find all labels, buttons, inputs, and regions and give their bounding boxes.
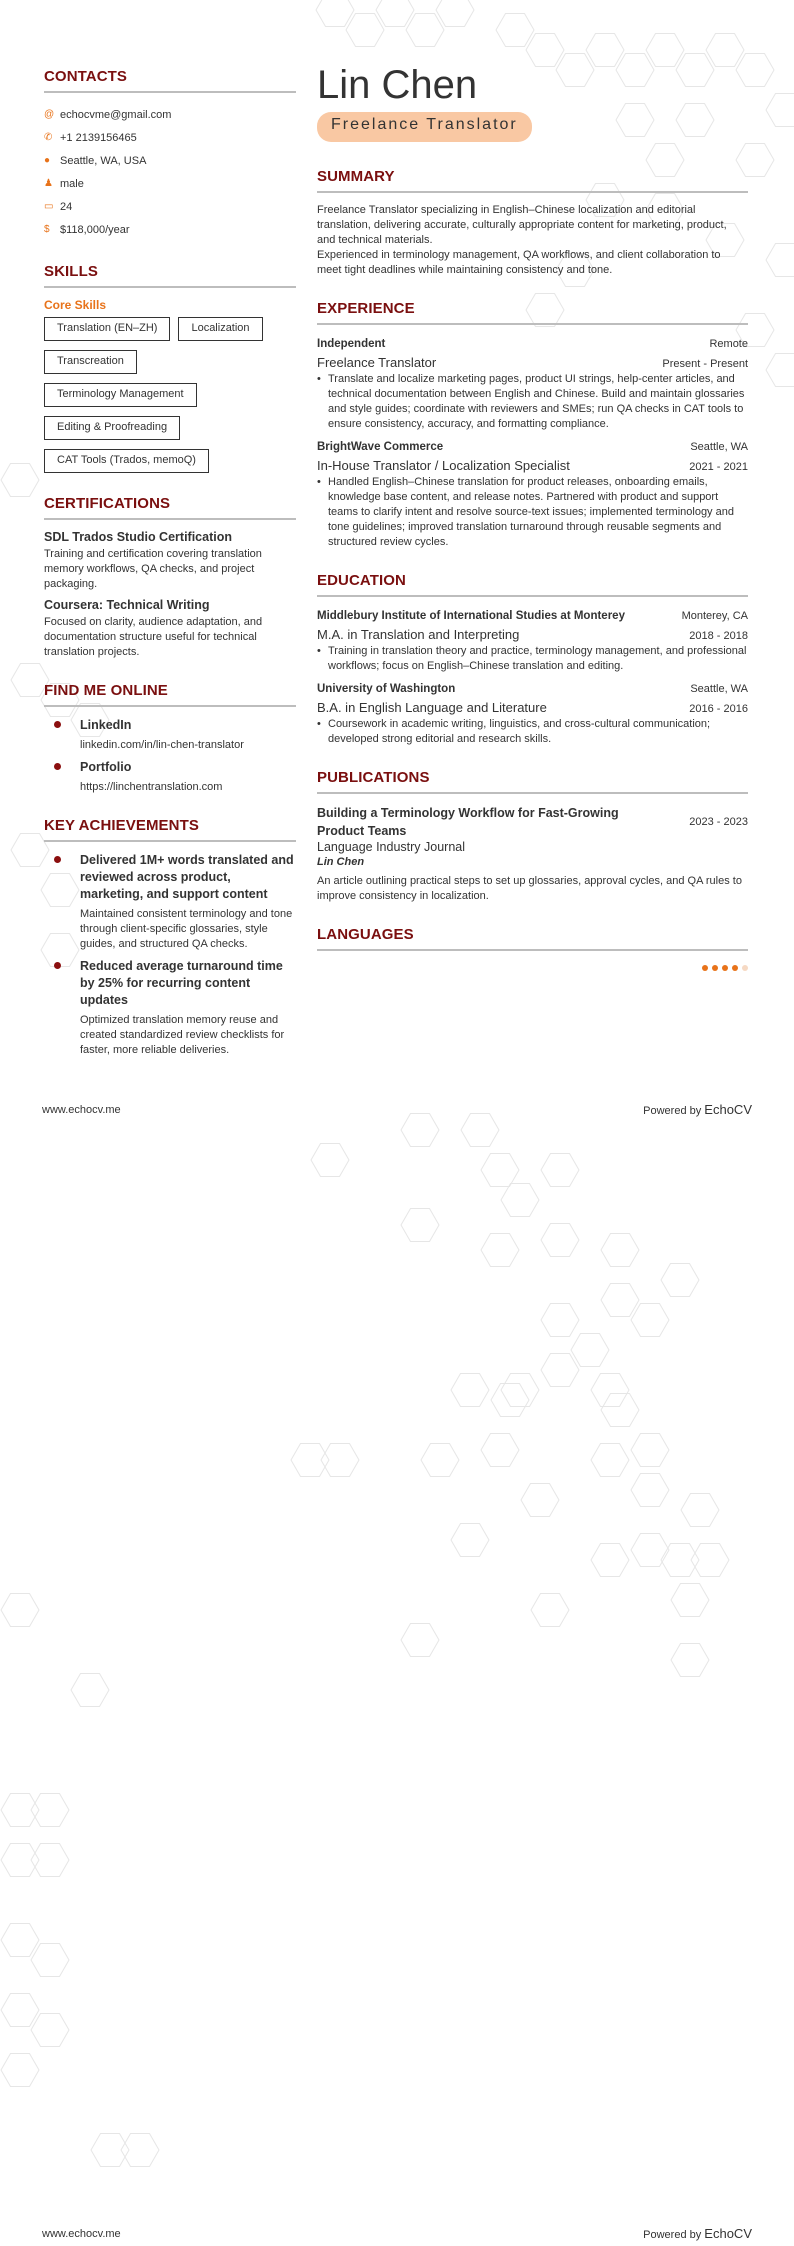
bullet-text: • Handled English–Chinese translation for product releases, onboarding emails, knowledge base content, and release notes. Partnered with product and support teams to clarify intent and resolve source-text issues; implemented terminology and tone guidelines; improved translation turnaround through reusable segments and structured review cycles. [317, 475, 748, 550]
person-icon: ♟ [44, 178, 53, 189]
hexagon-shape [481, 1434, 519, 1467]
section-heading: FIND ME ONLINE [44, 682, 296, 707]
hexagon-shape [1, 1844, 39, 1877]
powered-label: Powered by [643, 2229, 702, 2241]
hexagon-shape [521, 1484, 559, 1517]
hexagon-shape [681, 1494, 719, 1527]
powered-label: Powered by [643, 1105, 702, 1117]
achievement-title: Reduced average turnaround time by 25% for recurring content updates [80, 959, 283, 1007]
hexagon-shape [31, 1944, 69, 1977]
footer-site[interactable]: www.echocv.me [42, 1104, 121, 1116]
cert-desc: Focused on clarity, audience adaptation, and documentation structure useful for technical translation projects. [44, 616, 263, 658]
right-column [317, 62, 748, 993]
hexagon-shape [321, 1444, 359, 1477]
hexagon-shape [1, 464, 39, 497]
dates: 2021 - 2021 [689, 461, 748, 473]
employer: BrightWave Commerce [317, 441, 444, 453]
achievement-item [44, 852, 296, 952]
skills-subtitle: Core Skills [44, 298, 107, 312]
achievement-desc: Maintained consistent terminology and tone through client-specific glossaries, style guides, and structured QA checks. [80, 908, 293, 950]
contact-email [44, 103, 296, 126]
bullet-dot [54, 856, 61, 863]
hexagon-shape [481, 1154, 519, 1187]
skill-tag: Editing & Proofreading [44, 416, 180, 440]
hexagon-shape [541, 1354, 579, 1387]
gender-text: male [60, 177, 84, 190]
education-entry [317, 607, 748, 674]
brand-logo: EchoCV [704, 1102, 752, 1117]
hexagon-shape [671, 1584, 709, 1617]
left-column [44, 68, 296, 1080]
section-heading: KEY ACHIEVEMENTS [44, 817, 296, 842]
school: University of Washington [317, 683, 456, 695]
achievement-title: Delivered 1M+ words translated and reviewed across product, marketing, and support content [80, 853, 294, 901]
hexagon-shape [591, 1444, 629, 1477]
contact-phone [44, 126, 296, 149]
hexagon-shape [436, 0, 474, 27]
hexagon-shape [1, 2054, 39, 2087]
hexagon-shape [71, 1674, 109, 1707]
hexagon-shape [451, 1374, 489, 1407]
location: Remote [709, 338, 748, 350]
hexagon-shape [631, 1434, 669, 1467]
footer-powered [643, 2226, 752, 2241]
bullet-dot [54, 962, 61, 969]
online-item [44, 717, 296, 753]
cert-desc: Training and certification covering translation memory workflows, QA checks, and project packaging. [44, 548, 262, 590]
hexagon-shape [631, 1474, 669, 1507]
online-section [44, 682, 296, 795]
experience-entry [317, 335, 748, 432]
skill-tag: CAT Tools (Trados, memoQ) [44, 449, 209, 473]
rating-dot [712, 965, 718, 971]
section-heading: SKILLS [44, 263, 296, 288]
bullet-text: • Coursework in academic writing, linguistics, and cross-cultural communication; developed strong editorial and research skills. [317, 717, 748, 747]
location-text: Seattle, WA, USA [60, 154, 147, 167]
achievement-item [44, 958, 296, 1058]
hexagon-shape [501, 1374, 539, 1407]
contact-location [44, 149, 296, 172]
degree: B.A. in English Language and Literature [317, 700, 547, 715]
hexagon-shape [481, 1234, 519, 1267]
hexagon-shape [291, 1444, 329, 1477]
link-url[interactable]: https://linchentranslation.com [80, 781, 223, 793]
skill-tag: Terminology Management [44, 383, 197, 407]
hexagon-shape [31, 1794, 69, 1827]
proficiency-rating [702, 965, 748, 971]
hexagon-shape [346, 14, 384, 47]
hexagon-shape [531, 1594, 569, 1627]
contact-gender [44, 172, 296, 195]
online-item [44, 759, 296, 795]
hexagon-shape [121, 2134, 159, 2167]
hexagon-shape [91, 2134, 129, 2167]
skill-tag: Translation (EN–ZH) [44, 317, 170, 341]
age-text: 24 [60, 200, 73, 213]
candidate-name: Lin Chen [317, 63, 478, 107]
bullet-text: • Translate and localize marketing pages, product UI strings, help-center articles, and technical documentation between English and Chinese. Build and maintain glossaries and style guides; coordinate with reviewers and SMEs; run QA checks in CAT tools to ensure consistency, accuracy, and formatting compliance. [317, 372, 748, 432]
phone-icon: ✆ [44, 132, 53, 143]
experience-section [317, 300, 748, 550]
hexagon-shape [1, 1924, 39, 1957]
bullet-dot [54, 721, 61, 728]
dates: 2023 - 2023 [689, 816, 748, 828]
section-heading: CERTIFICATIONS [44, 495, 296, 520]
employer: Independent [317, 338, 386, 350]
hexagon-shape [496, 14, 534, 47]
salary-text: $118,000/year [60, 223, 130, 236]
rating-dot [722, 965, 728, 971]
education-entry [317, 680, 748, 747]
hexagon-shape [591, 1544, 629, 1577]
section-heading: EDUCATION [317, 572, 748, 597]
hexagon-shape [501, 1184, 539, 1217]
link-label: Portfolio [80, 760, 132, 774]
contact-age [44, 195, 296, 218]
hexagon-shape [591, 1374, 629, 1407]
hexagon-shape [406, 14, 444, 47]
skills-section [44, 263, 296, 473]
skill-tag: Localization [178, 317, 262, 341]
at-icon: @ [44, 109, 55, 120]
hexagon-shape [376, 0, 414, 27]
role: Freelance Translator [317, 355, 437, 370]
education-section [317, 572, 748, 747]
email-text: echocvme@gmail.com [60, 108, 172, 121]
summary-section [317, 168, 748, 278]
footer-site[interactable]: www.echocv.me [42, 2228, 121, 2240]
brand-logo: EchoCV [704, 2226, 752, 2241]
hexagon-shape [316, 0, 354, 27]
hexagon-shape [541, 1224, 579, 1257]
summary-text: Experienced in terminology management, QA workflows, and client collaboration to meet tight deadlines while maintaining consistency and tone. [317, 249, 721, 276]
bullet-text: • Training in translation theory and practice, terminology management, and professional workflows; focus on English–Chinese translation and editing. [317, 644, 748, 674]
hexagon-shape [1, 1794, 39, 1827]
contacts-section [44, 68, 296, 241]
section-heading: LANGUAGES [317, 926, 748, 951]
hexagon-shape [31, 1844, 69, 1877]
achievement-desc: Optimized translation memory reuse and created standardized review checklists for faster, more reliable deliveries. [80, 1014, 285, 1056]
school: Middlebury Institute of International Studies at Monterey [317, 610, 625, 622]
location: Seattle, WA [690, 683, 748, 695]
link-url[interactable]: linkedin.com/in/lin-chen-translator [80, 739, 244, 751]
phone-text: +1 2139156465 [60, 131, 137, 144]
link-label: LinkedIn [80, 718, 132, 732]
section-heading: CONTACTS [44, 68, 296, 93]
hexagon-shape [691, 1544, 729, 1577]
summary-text: Freelance Translator specializing in English–Chinese localization and editorial translation, delivering accurate, culturally appropriate content for marketing, product, and technical materials. [317, 204, 727, 246]
experience-entry [317, 438, 748, 550]
rating-dot [732, 965, 738, 971]
language-row [317, 961, 748, 971]
hexagon-shape [601, 1284, 639, 1317]
hexagon-shape [631, 1534, 669, 1567]
cert-name: SDL Trados Studio Certification [44, 530, 232, 544]
hexagon-shape [661, 1544, 699, 1577]
rating-dot [742, 965, 748, 971]
hexagon-shape [631, 1304, 669, 1337]
languages-section [317, 926, 748, 971]
hexagon-shape [401, 1209, 439, 1242]
hexagon-shape [31, 2014, 69, 2047]
publication-desc: An article outlining practical steps to set up glossaries, approval cycles, and QA rules to improve consistency in localization. [317, 875, 742, 902]
hexagon-shape [421, 1444, 459, 1477]
section-heading: SUMMARY [317, 168, 748, 193]
hexagon-shape [1, 1994, 39, 2027]
section-heading: EXPERIENCE [317, 300, 748, 325]
footer-powered [643, 1102, 752, 1117]
hexagon-shape [461, 1114, 499, 1147]
degree: M.A. in Translation and Interpreting [317, 627, 520, 642]
skill-tag: Transcreation [44, 350, 137, 374]
hexagon-shape [491, 1384, 529, 1417]
hexagon-shape [541, 1304, 579, 1337]
location-pin-icon: ● [44, 155, 51, 166]
hexagon-shape [601, 1394, 639, 1427]
publication-title: Building a Terminology Workflow for Fast-Growing Product Teams [317, 806, 619, 838]
dates: 2016 - 2016 [689, 703, 748, 715]
section-heading: PUBLICATIONS [317, 769, 748, 794]
hexagon-shape [401, 1624, 439, 1657]
role: In-House Translator / Localization Specialist [317, 458, 570, 473]
job-title-badge: Freelance Translator [317, 112, 532, 142]
achievements-section [44, 817, 296, 1058]
cert-name: Coursera: Technical Writing [44, 598, 210, 612]
author: Lin Chen [317, 856, 365, 868]
hexagon-shape [541, 1154, 579, 1187]
hexagon-shape [661, 1264, 699, 1297]
journal: Language Industry Journal [317, 840, 466, 854]
hexagon-shape [671, 1644, 709, 1677]
hexagon-shape [766, 354, 794, 387]
dates: Present - Present [662, 358, 748, 370]
bullet-dot [54, 763, 61, 770]
skill-tags [44, 317, 296, 473]
hexagon-shape [451, 1524, 489, 1557]
location: Seattle, WA [690, 441, 748, 453]
hexagon-shape [601, 1234, 639, 1267]
publications-section [317, 769, 748, 904]
contact-salary [44, 218, 296, 241]
hexagon-shape [766, 244, 794, 277]
location: Monterey, CA [681, 610, 748, 622]
certifications-section [44, 495, 296, 660]
coin-icon: $ [44, 224, 50, 235]
rating-dot [702, 965, 708, 971]
hexagon-shape [1, 1594, 39, 1627]
hexagon-shape [401, 1114, 439, 1147]
hexagon-shape [311, 1144, 349, 1177]
hexagon-shape [766, 94, 794, 127]
dates: 2018 - 2018 [689, 630, 748, 642]
calendar-icon: ▭ [44, 201, 54, 212]
hexagon-shape [571, 1334, 609, 1367]
